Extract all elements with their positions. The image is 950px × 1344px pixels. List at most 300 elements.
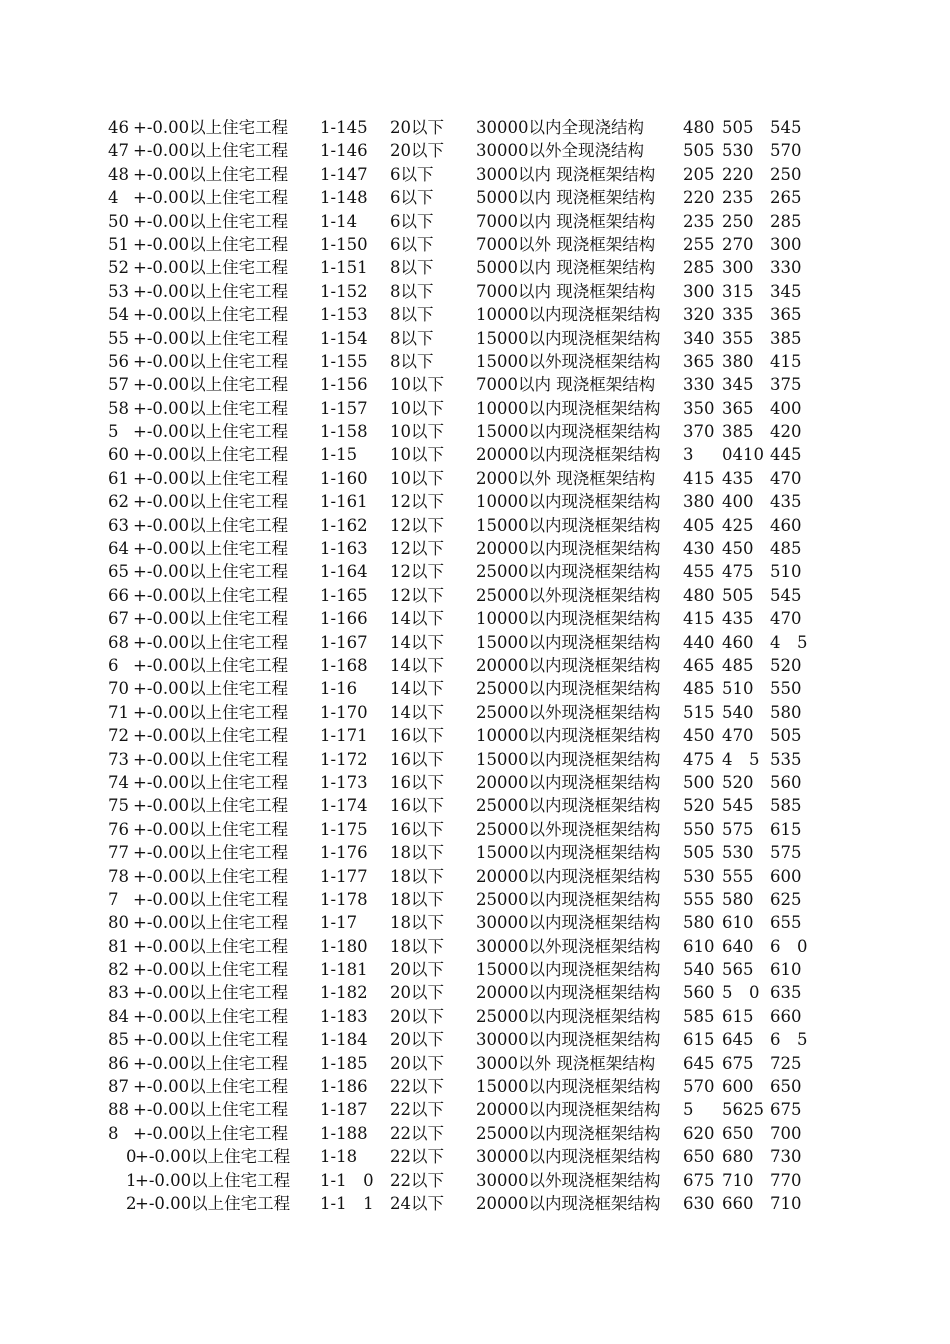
table-row (0, 233, 950, 256)
row-number: 6 (108, 655, 119, 675)
category-cell: +-0.00以上住宅工程 (133, 819, 289, 839)
category-cell: +-0.00以上住宅工程 (133, 234, 289, 254)
row-number: 51 (108, 234, 129, 254)
value-1-cell: 330 (683, 375, 715, 395)
value-2-cell: 540 (722, 702, 754, 722)
table-row (0, 443, 950, 466)
value-1-cell: 645 (683, 1053, 715, 1073)
table-row (0, 303, 950, 326)
floors-cell: 8以下 (390, 328, 434, 348)
code-cell: 1-187 (320, 1100, 368, 1120)
value-3-cell: 610 (770, 960, 802, 980)
category-cell: +-0.00以上住宅工程 (133, 679, 289, 699)
area-structure-cell: 25000以外现浇框架结构 (476, 702, 661, 722)
row-number: 61 (108, 468, 129, 488)
row-number: 85 (108, 1030, 129, 1050)
value-2-cell: 5625 (722, 1100, 764, 1120)
value-3-cell: 580 (770, 702, 802, 722)
value-3-cell: 635 (770, 983, 802, 1003)
area-structure-cell: 15000以内现浇框架结构 (476, 960, 661, 980)
value-2-cell: 505 (722, 118, 754, 137)
value-1-cell: 485 (683, 679, 715, 699)
floors-cell: 8以下 (390, 258, 434, 278)
table-row (0, 490, 950, 513)
table-row (0, 1145, 950, 1168)
category-cell: +-0.00以上住宅工程 (133, 843, 289, 863)
category-cell: +-0.00以上住宅工程 (133, 726, 289, 746)
table-row (0, 981, 950, 1004)
row-number: 87 (108, 1077, 129, 1097)
code-cell: 1-167 (320, 632, 368, 652)
row-number: 55 (108, 328, 129, 348)
value-1-cell: 220 (683, 188, 715, 208)
area-structure-cell: 30000以内现浇框架结构 (476, 913, 661, 933)
row-number: 57 (108, 375, 129, 395)
value-3-cell: 470 (770, 609, 802, 629)
value-3-cell: 445 (770, 445, 802, 465)
table-row (0, 1005, 950, 1028)
table-row (0, 584, 950, 607)
value-1-cell: 615 (683, 1030, 715, 1050)
code-cell: 1-15 (320, 445, 358, 465)
category-cell: +-0.00以上住宅工程 (133, 749, 289, 769)
value-3-cell: 460 (770, 515, 802, 535)
value-1-cell: 255 (683, 234, 715, 254)
code-cell: 1-162 (320, 515, 368, 535)
area-structure-cell: 10000以内现浇框架结构 (476, 492, 661, 512)
category-cell: +-0.00以上住宅工程 (133, 796, 289, 816)
floors-cell: 14以下 (390, 702, 444, 722)
table-row (0, 1098, 950, 1121)
value-2-cell: 450 (722, 539, 754, 559)
value-3-cell: 650 (770, 1077, 802, 1097)
floors-cell: 8以下 (390, 351, 434, 371)
floors-cell: 6以下 (390, 188, 434, 208)
area-structure-cell: 3000以外 现浇框架结构 (476, 1053, 656, 1073)
category-cell: +-0.00以上住宅工程 (133, 375, 289, 395)
row-number: 4 (108, 188, 119, 208)
table-row (0, 327, 950, 350)
row-number: 50 (108, 211, 129, 231)
table-row (0, 818, 950, 841)
table-row (0, 210, 950, 233)
value-2-cell: 610 (722, 913, 754, 933)
row-number: 47 (108, 141, 129, 161)
row-number: 83 (108, 983, 129, 1003)
value-1-cell: 515 (683, 702, 715, 722)
row-number: 54 (108, 305, 129, 325)
floors-cell: 22以下 (390, 1170, 444, 1190)
floors-cell: 10以下 (390, 422, 444, 442)
floors-cell: 10以下 (390, 375, 444, 395)
value-1-cell: 205 (683, 164, 715, 184)
row-number: 2 (126, 1193, 137, 1213)
category-cell: +-0.00以上住宅工程 (133, 515, 289, 535)
value-1-cell: 500 (683, 772, 715, 792)
code-cell: 1-160 (320, 468, 368, 488)
value-2-cell: 235 (722, 188, 754, 208)
value-1-cell: 610 (683, 936, 715, 956)
category-cell: +-0.00以上住宅工程 (133, 889, 289, 909)
value-1-cell: 620 (683, 1123, 715, 1143)
category-cell: +-0.00以上住宅工程 (133, 1006, 289, 1026)
table-row (0, 841, 950, 864)
code-cell: 1-181 (320, 960, 368, 980)
floors-cell: 20以下 (390, 141, 444, 161)
row-number: 48 (108, 164, 129, 184)
value-2-cell: 270 (722, 234, 754, 254)
floors-cell: 22以下 (390, 1100, 444, 1120)
code-cell: 1-153 (320, 305, 368, 325)
value-2-cell: 250 (722, 211, 754, 231)
code-cell: 1-175 (320, 819, 368, 839)
value-2-cell: 530 (722, 141, 754, 161)
area-structure-cell: 25000以内现浇框架结构 (476, 889, 661, 909)
row-number: 64 (108, 539, 129, 559)
value-1-cell: 480 (683, 118, 715, 137)
row-number: 84 (108, 1006, 129, 1026)
table-row (0, 514, 950, 537)
code-cell: 1-183 (320, 1006, 368, 1026)
data-table (0, 116, 950, 1215)
floors-cell: 14以下 (390, 609, 444, 629)
code-cell: 1-152 (320, 281, 368, 301)
area-structure-cell: 25000以内现浇框架结构 (476, 679, 661, 699)
category-cell: +-0.00以上住宅工程 (133, 1030, 289, 1050)
area-structure-cell: 15000以内现浇框架结构 (476, 422, 661, 442)
category-cell: +-0.00以上住宅工程 (133, 702, 289, 722)
area-structure-cell: 30000以内现浇框架结构 (476, 1147, 661, 1167)
value-1-cell: 3 (683, 445, 694, 465)
code-cell: 1-165 (320, 585, 368, 605)
category-cell: +-0.00以上住宅工程 (133, 118, 289, 137)
value-2-cell: 600 (722, 1077, 754, 1097)
value-2-cell: 510 (722, 679, 754, 699)
category-cell: +-0.00以上住宅工程 (133, 281, 289, 301)
category-cell: +-0.00以上住宅工程 (133, 983, 289, 1003)
value-2-cell: 435 (722, 468, 754, 488)
value-1-cell: 520 (683, 796, 715, 816)
value-2-cell: 640 (722, 936, 754, 956)
category-cell: +-0.00以上住宅工程 (133, 328, 289, 348)
value-1-cell: 380 (683, 492, 715, 512)
value-3-cell: 725 (770, 1053, 802, 1073)
area-structure-cell: 2000以外 现浇框架结构 (476, 468, 656, 488)
value-2-cell: 355 (722, 328, 754, 348)
area-structure-cell: 15000以内现浇框架结构 (476, 843, 661, 863)
row-number: 73 (108, 749, 129, 769)
row-number: 71 (108, 702, 129, 722)
area-structure-cell: 20000以内现浇框架结构 (476, 1193, 661, 1213)
code-cell: 1-185 (320, 1053, 368, 1073)
value-1-cell: 450 (683, 726, 715, 746)
value-2-cell: 680 (722, 1147, 754, 1167)
value-3-cell: 615 (770, 819, 802, 839)
value-2-cell: 5 0 (722, 983, 760, 1003)
code-cell: 1-14 (320, 211, 358, 231)
value-3-cell: 660 (770, 1006, 802, 1026)
table-row (0, 420, 950, 443)
table-row (0, 935, 950, 958)
value-3-cell: 4 5 (770, 632, 808, 652)
area-structure-cell: 7000以内 现浇框架结构 (476, 375, 656, 395)
floors-cell: 14以下 (390, 632, 444, 652)
table-row (0, 888, 950, 911)
value-3-cell: 285 (770, 211, 802, 231)
floors-cell: 18以下 (390, 913, 444, 933)
code-cell: 1-17 (320, 913, 358, 933)
value-2-cell: 650 (722, 1123, 754, 1143)
floors-cell: 12以下 (390, 585, 444, 605)
value-2-cell: 485 (722, 655, 754, 675)
area-structure-cell: 15000以外现浇框架结构 (476, 351, 661, 371)
code-cell: 1-164 (320, 562, 368, 582)
table-row (0, 467, 950, 490)
value-2-cell: 365 (722, 398, 754, 418)
code-cell: 1-172 (320, 749, 368, 769)
table-row (0, 911, 950, 934)
table-row (0, 794, 950, 817)
code-cell: 1-155 (320, 351, 368, 371)
value-3-cell: 550 (770, 679, 802, 699)
table-row (0, 1169, 950, 1192)
code-cell: 1-157 (320, 398, 368, 418)
floors-cell: 20以下 (390, 960, 444, 980)
code-cell: 1-174 (320, 796, 368, 816)
code-cell: 1-163 (320, 539, 368, 559)
value-2-cell: 555 (722, 866, 754, 886)
category-cell: +-0.00以上住宅工程 (135, 1170, 291, 1190)
value-3-cell: 535 (770, 749, 802, 769)
row-number: 53 (108, 281, 129, 301)
value-1-cell: 675 (683, 1170, 715, 1190)
value-1-cell: 540 (683, 960, 715, 980)
category-cell: +-0.00以上住宅工程 (133, 398, 289, 418)
area-structure-cell: 7000以内 现浇框架结构 (476, 281, 656, 301)
floors-cell: 22以下 (390, 1147, 444, 1167)
value-3-cell: 510 (770, 562, 802, 582)
value-2-cell: 300 (722, 258, 754, 278)
table-row (0, 748, 950, 771)
value-3-cell: 470 (770, 468, 802, 488)
area-structure-cell: 15000以内现浇框架结构 (476, 632, 661, 652)
table-row (0, 537, 950, 560)
floors-cell: 18以下 (390, 936, 444, 956)
value-1-cell: 235 (683, 211, 715, 231)
category-cell: +-0.00以上住宅工程 (133, 445, 289, 465)
category-cell: +-0.00以上住宅工程 (133, 305, 289, 325)
value-3-cell: 585 (770, 796, 802, 816)
value-3-cell: 560 (770, 772, 802, 792)
floors-cell: 12以下 (390, 562, 444, 582)
code-cell: 1-186 (320, 1077, 368, 1097)
area-structure-cell: 10000以内现浇框架结构 (476, 726, 661, 746)
row-number: 72 (108, 726, 129, 746)
floors-cell: 18以下 (390, 889, 444, 909)
code-cell: 1-147 (320, 164, 368, 184)
code-cell: 1-148 (320, 188, 368, 208)
row-number: 88 (108, 1100, 129, 1120)
area-structure-cell: 3000以内 现浇框架结构 (476, 164, 656, 184)
table-row (0, 677, 950, 700)
row-number: 80 (108, 913, 129, 933)
floors-cell: 12以下 (390, 492, 444, 512)
value-3-cell: 385 (770, 328, 802, 348)
code-cell: 1-170 (320, 702, 368, 722)
floors-cell: 16以下 (390, 749, 444, 769)
floors-cell: 16以下 (390, 796, 444, 816)
table-row (0, 865, 950, 888)
area-structure-cell: 20000以内现浇框架结构 (476, 445, 661, 465)
floors-cell: 16以下 (390, 726, 444, 746)
value-1-cell: 440 (683, 632, 715, 652)
floors-cell: 20以下 (390, 1053, 444, 1073)
value-3-cell: 655 (770, 913, 802, 933)
category-cell: +-0.00以上住宅工程 (133, 164, 289, 184)
floors-cell: 16以下 (390, 772, 444, 792)
row-number: 0 (126, 1147, 137, 1167)
value-1-cell: 455 (683, 562, 715, 582)
value-1-cell: 560 (683, 983, 715, 1003)
value-3-cell: 675 (770, 1100, 802, 1120)
floors-cell: 22以下 (390, 1123, 444, 1143)
category-cell: +-0.00以上住宅工程 (133, 539, 289, 559)
value-3-cell: 330 (770, 258, 802, 278)
category-cell: +-0.00以上住宅工程 (135, 1193, 291, 1213)
value-1-cell: 580 (683, 913, 715, 933)
value-1-cell: 550 (683, 819, 715, 839)
code-cell: 1-188 (320, 1123, 368, 1143)
category-cell: +-0.00以上住宅工程 (133, 772, 289, 792)
value-2-cell: 460 (722, 632, 754, 652)
category-cell: +-0.00以上住宅工程 (133, 585, 289, 605)
value-2-cell: 505 (722, 585, 754, 605)
area-structure-cell: 5000以内 现浇框架结构 (476, 258, 656, 278)
area-structure-cell: 20000以内现浇框架结构 (476, 1100, 661, 1120)
area-structure-cell: 25000以外现浇框架结构 (476, 585, 661, 605)
value-1-cell: 300 (683, 281, 715, 301)
category-cell: +-0.00以上住宅工程 (133, 1077, 289, 1097)
table-row (0, 397, 950, 420)
value-2-cell: 675 (722, 1053, 754, 1073)
value-3-cell: 400 (770, 398, 802, 418)
category-cell: +-0.00以上住宅工程 (133, 609, 289, 629)
area-structure-cell: 25000以外现浇框架结构 (476, 819, 661, 839)
value-2-cell: 335 (722, 305, 754, 325)
value-3-cell: 570 (770, 141, 802, 161)
row-number: 58 (108, 398, 129, 418)
table-row (0, 139, 950, 162)
value-3-cell: 625 (770, 889, 802, 909)
category-cell: +-0.00以上住宅工程 (133, 258, 289, 278)
area-structure-cell: 20000以内现浇框架结构 (476, 983, 661, 1003)
area-structure-cell: 15000以内现浇框架结构 (476, 328, 661, 348)
value-1-cell: 505 (683, 141, 715, 161)
value-2-cell: 565 (722, 960, 754, 980)
table-row (0, 560, 950, 583)
value-3-cell: 710 (770, 1193, 802, 1213)
value-1-cell: 530 (683, 866, 715, 886)
value-2-cell: 645 (722, 1030, 754, 1050)
row-number: 81 (108, 936, 129, 956)
value-3-cell: 545 (770, 585, 802, 605)
value-3-cell: 250 (770, 164, 802, 184)
floors-cell: 20以下 (390, 1006, 444, 1026)
value-2-cell: 530 (722, 843, 754, 863)
row-number: 62 (108, 492, 129, 512)
row-number: 82 (108, 960, 129, 980)
value-3-cell: 600 (770, 866, 802, 886)
value-3-cell: 700 (770, 1123, 802, 1143)
floors-cell: 20以下 (390, 118, 444, 137)
code-cell: 1-16 (320, 679, 358, 699)
code-cell: 1-177 (320, 866, 368, 886)
row-number: 63 (108, 515, 129, 535)
table-row (0, 163, 950, 186)
value-1-cell: 405 (683, 515, 715, 535)
floors-cell: 22以下 (390, 1077, 444, 1097)
floors-cell: 14以下 (390, 655, 444, 675)
row-number: 8 (108, 1123, 119, 1143)
value-3-cell: 520 (770, 655, 802, 675)
row-number: 77 (108, 843, 129, 863)
category-cell: +-0.00以上住宅工程 (133, 913, 289, 933)
category-cell: +-0.00以上住宅工程 (133, 866, 289, 886)
value-1-cell: 350 (683, 398, 715, 418)
table-row (0, 654, 950, 677)
value-1-cell: 475 (683, 749, 715, 769)
code-cell: 1-184 (320, 1030, 368, 1050)
value-3-cell: 505 (770, 726, 802, 746)
row-number: 68 (108, 632, 129, 652)
row-number: 75 (108, 796, 129, 816)
code-cell: 1-166 (320, 609, 368, 629)
table-row (0, 958, 950, 981)
table-row (0, 116, 950, 139)
area-structure-cell: 30000以外全现浇结构 (476, 141, 644, 161)
value-3-cell: 485 (770, 539, 802, 559)
value-3-cell: 365 (770, 305, 802, 325)
floors-cell: 6以下 (390, 211, 434, 231)
code-cell: 1-150 (320, 234, 368, 254)
table-row (0, 771, 950, 794)
value-2-cell: 615 (722, 1006, 754, 1026)
value-1-cell: 5 (683, 1100, 694, 1120)
value-1-cell: 285 (683, 258, 715, 278)
table-row (0, 350, 950, 373)
floors-cell: 14以下 (390, 679, 444, 699)
row-number: 66 (108, 585, 129, 605)
value-1-cell: 585 (683, 1006, 715, 1026)
category-cell: +-0.00以上住宅工程 (133, 1053, 289, 1073)
value-2-cell: 435 (722, 609, 754, 629)
area-structure-cell: 25000以内现浇框架结构 (476, 796, 661, 816)
table-row (0, 631, 950, 654)
category-cell: +-0.00以上住宅工程 (133, 188, 289, 208)
area-structure-cell: 10000以内现浇框架结构 (476, 305, 661, 325)
area-structure-cell: 20000以内现浇框架结构 (476, 539, 661, 559)
code-cell: 1-151 (320, 258, 368, 278)
code-cell: 1-178 (320, 889, 368, 909)
area-structure-cell: 30000以内现浇框架结构 (476, 1030, 661, 1050)
row-number: 65 (108, 562, 129, 582)
code-cell: 1-154 (320, 328, 368, 348)
value-2-cell: 220 (722, 164, 754, 184)
category-cell: +-0.00以上住宅工程 (133, 422, 289, 442)
value-1-cell: 415 (683, 468, 715, 488)
category-cell: +-0.00以上住宅工程 (133, 562, 289, 582)
code-cell: 1-1 1 (320, 1193, 374, 1213)
